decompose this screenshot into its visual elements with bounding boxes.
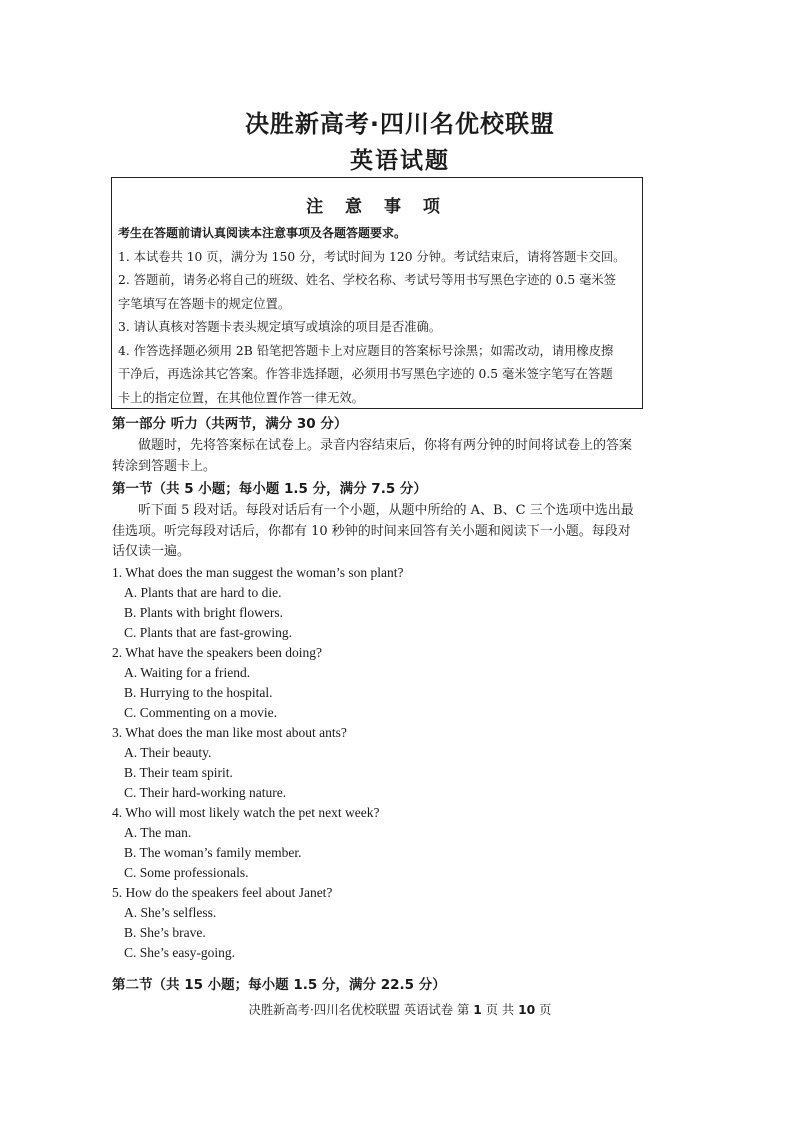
option-c: C. She’s easy-going. <box>124 944 235 960</box>
option-b: B. Hurrying to the hospital. <box>124 684 273 700</box>
exam-subtitle: 英语试题 <box>350 148 450 174</box>
question-text: 5. How do the speakers feel about Janet? <box>112 884 333 900</box>
notice-line: 干净后，再选涂其它答案。作答非选择题，必须用书写黑色字迹的 0.5 毫米签字笔写在答题 <box>118 367 613 381</box>
listening-part <box>112 412 652 963</box>
footer-text: 决胜新高考·四川名优校联盟 英语试卷 第 <box>248 1003 474 1017</box>
intro-line: 话仅读一遍。 <box>112 544 191 559</box>
notice-box <box>111 177 643 409</box>
page-footer <box>0 1000 800 1018</box>
question-5 <box>112 883 652 963</box>
notice-line: 4. 作答选择题必须用 2B 铅笔把答题卡上对应题目的答案标号涂黑；如需改动，请用橡皮擦 <box>118 343 614 358</box>
intro-line: 做题时，先将答案标在试卷上。录音内容结束后，你将有两分钟的时间将试卷上的答案 <box>112 438 633 453</box>
question-text: 3. What does the man like most about ants? <box>112 724 347 740</box>
notice-line: 1. 本试卷共 10 页，满分为 150 分，考试时间为 120 分钟。考试结束后，请将答题卡交回。 <box>118 249 626 264</box>
option-b: B. The woman’s family member. <box>124 844 302 860</box>
notice-line: 2. 答题前，请务必将自己的班级、姓名、学校名称、考试号等用书写黑色字迹的 0.5 毫米签 <box>118 273 617 287</box>
notice-lead: 考生在答题前请认真阅读本注意事项及各题答题要求。 <box>118 226 407 240</box>
notice-line: 3. 请认真核对答题卡表头规定填写或填涂的项目是否准确。 <box>118 320 442 334</box>
question-text: 1. What does the man suggest the woman’s son plant? <box>112 564 404 580</box>
footer-text: 页 共 <box>481 1003 519 1017</box>
option-c: C. Some professionals. <box>124 864 249 880</box>
part1-intro <box>112 436 652 477</box>
question-3 <box>112 723 652 803</box>
option-b: B. Their team spirit. <box>124 764 233 780</box>
notice-line: 字笔填写在答题卡的规定位置。 <box>118 296 291 311</box>
section1-heading: 第一节（共 5 小题；每小题 1.5 分，满分 7.5 分） <box>112 481 427 497</box>
option-a: A. Their beauty. <box>124 744 212 760</box>
option-c: C. Commenting on a movie. <box>124 704 277 720</box>
question-2 <box>112 643 652 723</box>
intro-line: 转涂到答题卡上。 <box>112 458 217 474</box>
section2-heading: 第二节（共 15 小题；每小题 1.5 分，满分 22.5 分） <box>112 977 446 993</box>
part1-heading: 第一部分 听力（共两节，满分 30 分） <box>112 416 348 432</box>
question-1 <box>112 563 652 643</box>
question-text: 4. Who will most likely watch the pet next week? <box>112 804 380 820</box>
page-number: 1 <box>473 1003 482 1017</box>
option-a: A. Waiting for a friend. <box>124 664 251 680</box>
option-c: C. Their hard-working nature. <box>124 784 287 800</box>
option-c: C. Plants that are fast-growing. <box>124 624 292 640</box>
option-a: A. She’s selfless. <box>124 904 217 920</box>
notice-line: 卡上的指定位置，在其他位置作答一律无效。 <box>118 390 364 405</box>
intro-line: 佳选项。听完每段对话后，你都有 10 秒钟的时间来回答有关小题和阅读下一小题。每段对 <box>112 523 631 539</box>
page-total: 10 <box>518 1003 536 1017</box>
section1-intro <box>112 501 652 563</box>
question-text: 2. What have the speakers been doing? <box>112 644 323 660</box>
option-b: B. Plants with bright flowers. <box>124 604 283 620</box>
footer-text: 页 <box>535 1003 552 1017</box>
intro-line: 听下面 5 段对话。每段对话后有一个小题，从题中所给的 A、B、C 三个选项中选出最 <box>112 503 634 518</box>
option-a: A. Plants that are hard to die. <box>124 584 282 600</box>
question-4 <box>112 803 652 883</box>
exam-title: 决胜新高考·四川名优校联盟 <box>244 110 556 138</box>
option-a: A. The man. <box>124 824 192 840</box>
notice-heading: 注 意 事 项 <box>306 197 448 217</box>
option-b: B. She’s brave. <box>124 924 206 940</box>
